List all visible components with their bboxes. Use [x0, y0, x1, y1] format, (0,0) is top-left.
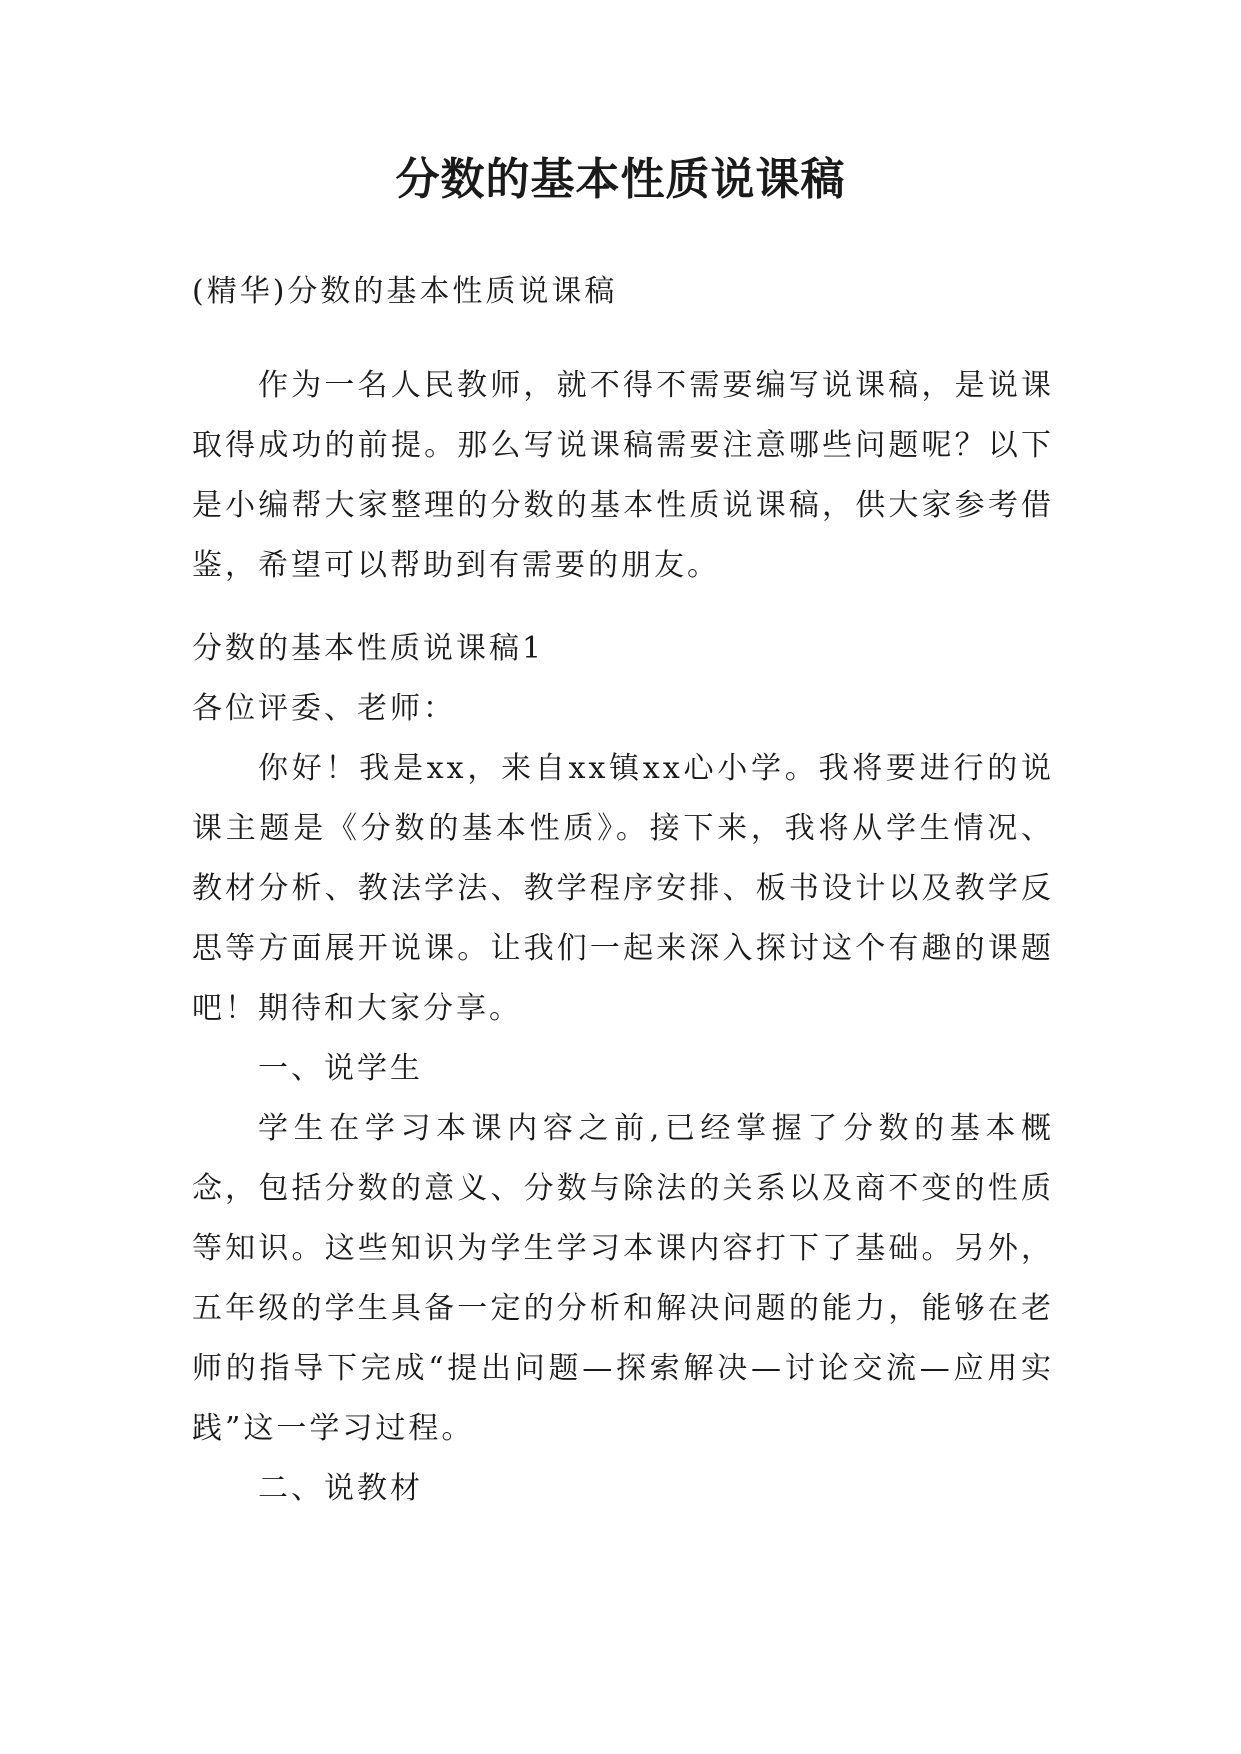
- part1-heading: 一、说学生: [258, 1051, 423, 1086]
- main-section: [192, 619, 1054, 1519]
- greeting-paragraph: 你好！我是xx，来自xx镇xx心小学。我将要进行的说课主题是《分数的基本性质》。接下来，我将从学生情况、教材分析、教法学法、教学程序安排、板书设计以及教学反思等方面展开说课。让我们一起来深入探讨这个有趣的课题吧！期待和大家分享。: [192, 751, 1054, 1026]
- subtitle-text: (精华)分数的基本性质说课稿: [192, 274, 618, 309]
- intro-text: 作为一名人民教师，就不得不需要编写说课稿，是说课取得成功的前提。那么写说课稿需要注意哪些问题呢？以下是小编帮大家整理的分数的基本性质说课稿，供大家参考借鉴，希望可以帮助到有需要的朋友。: [192, 368, 1054, 583]
- part1-paragraph: 学生在学习本课内容之前,已经掌握了分数的基本概念，包括分数的意义、分数与除法的关系以及商不变的性质等知识。这些知识为学生学习本课内容打下了基础。另外，五年级的学生具备一定的分析和解决问题的能力，能够在老师的指导下完成“提出问题—探索解决—讨论交流—应用实践”这一学习过程。: [192, 1111, 1054, 1446]
- document-title: 分数的基本性质说课稿: [395, 154, 846, 205]
- document-subtitle: [192, 262, 1054, 322]
- part2-heading: 二、说教材: [258, 1471, 423, 1506]
- salutation: 各位评委、老师：: [192, 691, 456, 726]
- intro-paragraph: [192, 356, 1054, 596]
- section-heading: 分数的基本性质说课稿1: [192, 631, 545, 666]
